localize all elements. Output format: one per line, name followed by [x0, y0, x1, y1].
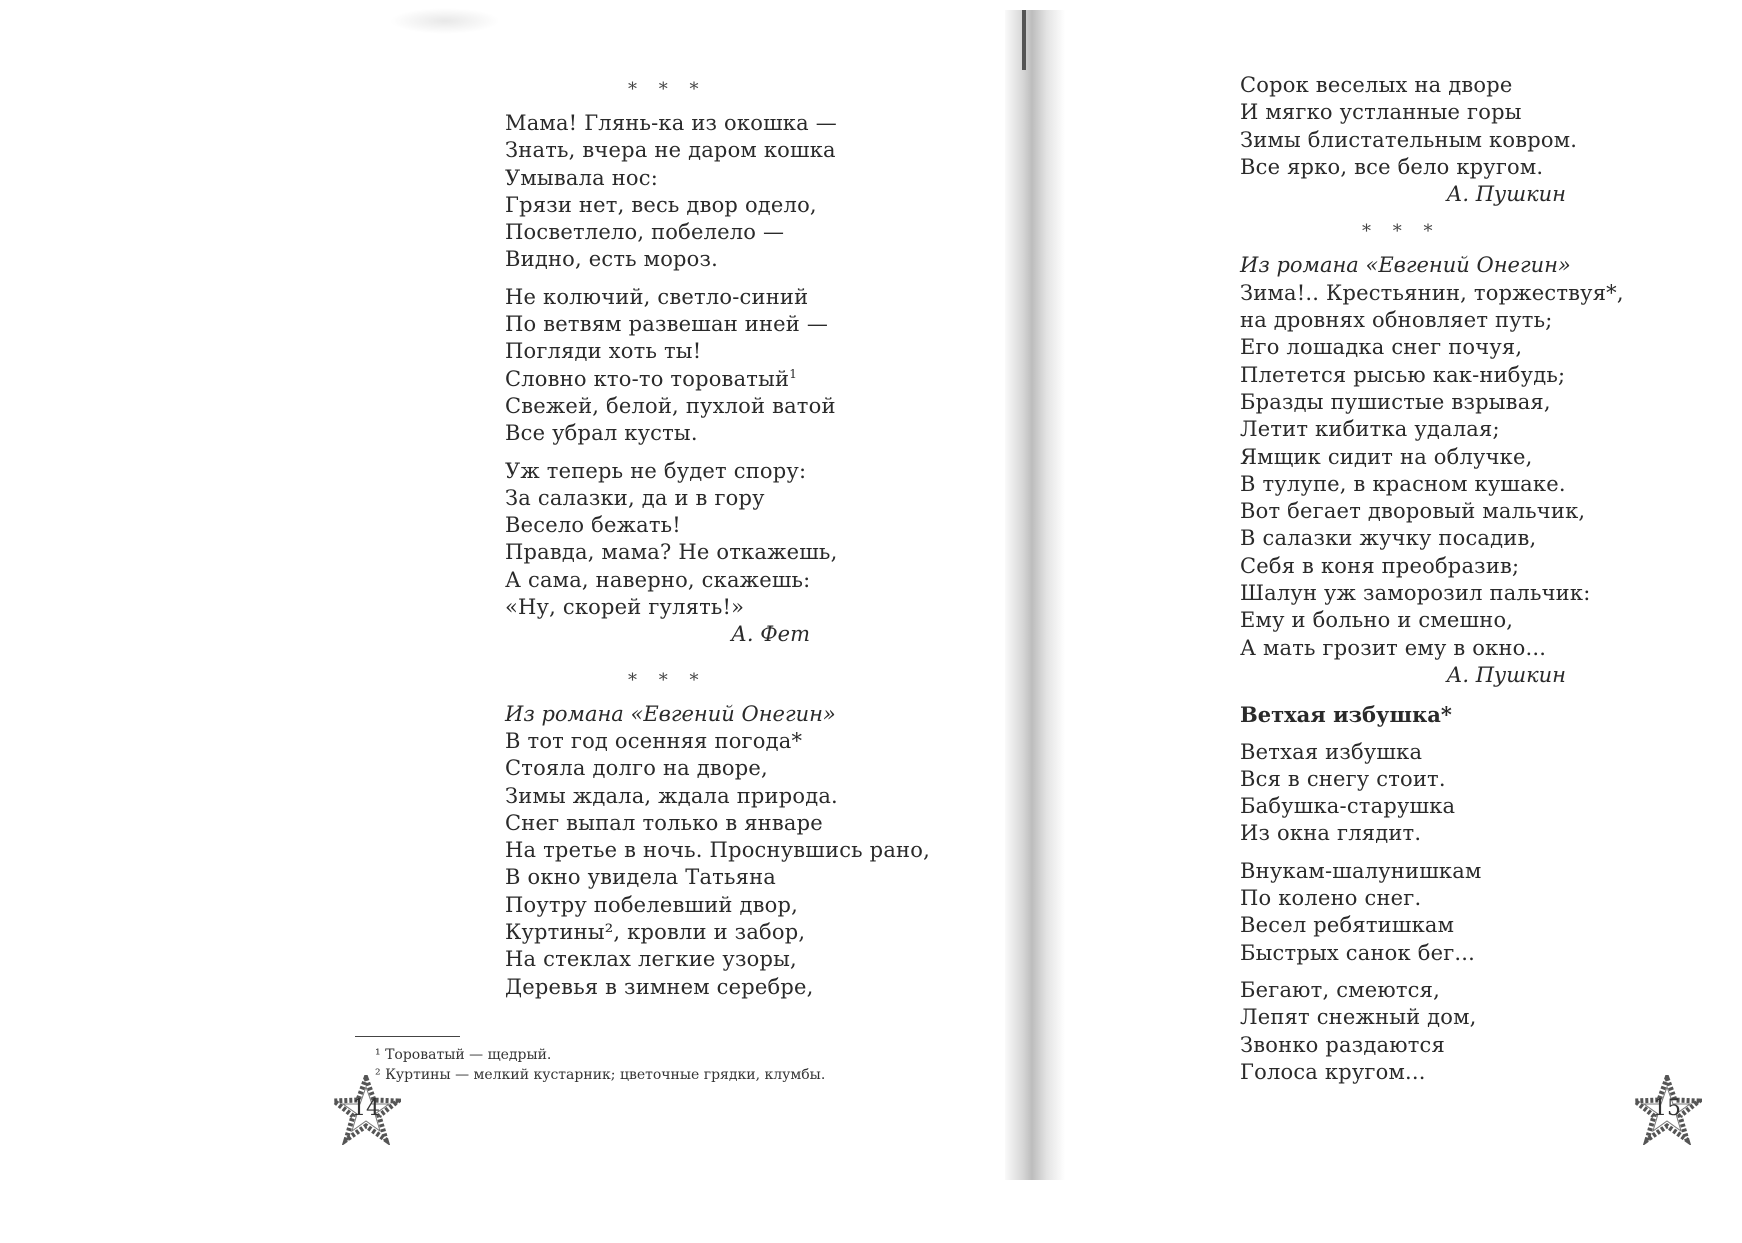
poem-stanza	[505, 284, 975, 448]
left-page	[505, 78, 975, 1001]
poem-line: Стояла долго на дворе,	[505, 756, 768, 781]
poem-line: Шалун уж заморозил пальчик:	[1240, 581, 1591, 606]
poem-line: Грязи нет, весь двор одело,	[505, 192, 817, 217]
page-number: 15	[1653, 1096, 1681, 1121]
poem-line: Внукам-шалунишкам	[1240, 858, 1482, 883]
poem-line: И мягко устланные горы	[1240, 100, 1522, 125]
poem-stanza	[505, 728, 975, 1001]
poem-line: Куртины², кровли и забор,	[505, 920, 806, 945]
poem-author: А. Фет	[730, 622, 810, 647]
poem-stanza	[505, 110, 975, 274]
footnote: ¹ Тороватый — щедрый.	[375, 1047, 552, 1063]
poem-line: Умывала нос:	[505, 165, 658, 190]
poem-line: Посветлело, побелело —	[505, 220, 785, 245]
poem-line: Зимы ждала, ждала природа.	[505, 783, 838, 808]
footnote-rule	[355, 1036, 460, 1037]
poem-author: А. Пушкин	[1446, 662, 1566, 687]
poem-line: Знать, вчера не даром кошка	[505, 138, 836, 163]
poem-line: Бегают, смеются,	[1240, 977, 1440, 1002]
poem-line: Летит кибитка удалая;	[1240, 417, 1500, 442]
scan-smudge	[390, 8, 500, 34]
poem-stanza	[1240, 739, 1640, 848]
poem-line: Ямщик сидит на облучке,	[1240, 444, 1533, 469]
poem-line: А сама, наверно, скажешь:	[505, 567, 811, 592]
poem-line: Не колючий, светло-синий	[505, 284, 809, 309]
poem-line: За салазки, да и в гору	[505, 485, 765, 510]
poem-stanza	[1240, 280, 1640, 662]
poem-line: Звонко раздаются	[1240, 1032, 1445, 1057]
poem-line: Лепят снежный дом,	[1240, 1005, 1477, 1030]
poem-line: Зимы блистательным ковром.	[1240, 127, 1578, 152]
poem-stanza	[1240, 977, 1640, 1086]
poem-line: В тулупе, в красном кушаке.	[1240, 471, 1566, 496]
poem-line: В салазки жучку посадив,	[1240, 526, 1537, 551]
poem-line: Ветхая избушка	[1240, 739, 1423, 764]
poem-line: Вот бегает дворовый мальчик,	[1240, 499, 1586, 524]
page-number-badge	[331, 1075, 401, 1145]
poem-stanza	[505, 458, 975, 622]
poem-line: В тот год осенняя погода*	[505, 728, 803, 753]
poem-line: Ему и больно и смешно,	[1240, 608, 1514, 633]
poem-line: Свежей, белой, пухлой ватой	[505, 393, 836, 418]
poem-author: А. Пушкин	[1446, 182, 1566, 207]
poem-stanza	[1240, 858, 1640, 967]
poem-line: Сорок веселых на дворе	[1240, 73, 1513, 97]
book-gutter	[1005, 10, 1065, 1180]
footnotes	[375, 1045, 825, 1085]
section-separator: * * *	[1362, 221, 1441, 243]
poem-line-with-footnote	[505, 366, 975, 393]
poem-line: Деревья в зимнем серебре,	[505, 974, 814, 999]
page-number-badge	[1632, 1075, 1702, 1145]
poem-line: Видно, есть мороз.	[505, 247, 719, 272]
section-separator: * * *	[628, 79, 707, 100]
right-page	[1240, 72, 1640, 1086]
poem-line: По колено снег.	[1240, 886, 1422, 911]
poem-line: Весело бежать!	[505, 513, 681, 538]
poem-line: Вся в снегу стоит.	[1240, 766, 1446, 791]
poem-line: Весел ребятишкам	[1240, 913, 1455, 938]
poem-line: Плетется рысью как-нибудь;	[1240, 362, 1566, 387]
footnote-marker: 1	[789, 366, 798, 381]
gutter-edge	[1022, 10, 1026, 70]
poem-line: Погляди хоть ты!	[505, 339, 702, 364]
poem-stanza	[1240, 72, 1640, 181]
poem-line: Его лошадка снег почуя,	[1240, 335, 1523, 360]
poem-line: Бразды пушистые взрывая,	[1240, 389, 1551, 414]
poem-line: Снег выпал только в январе	[505, 810, 823, 835]
poem-line: Быстрых санок бег...	[1240, 940, 1476, 965]
page-number: 14	[352, 1096, 380, 1121]
poem-line: Поутру побелевший двор,	[505, 892, 799, 917]
poem-line: Все ярко, все бело кругом.	[1240, 154, 1544, 179]
poem-line: Правда, мама? Не откажешь,	[505, 540, 838, 565]
poem-line: Все убрал кусты.	[505, 421, 698, 446]
poem-line: Голоса кругом...	[1240, 1059, 1426, 1084]
poem-line: А мать грозит ему в окно...	[1240, 635, 1547, 660]
poem-line: В окно увидела Татьяна	[505, 865, 777, 890]
poem-line: Из окна глядит.	[1240, 821, 1422, 846]
poem-line: «Ну, скорей гулять!»	[505, 595, 745, 620]
poem-line: По ветвям развешан иней —	[505, 312, 829, 337]
poem-line: На стеклах легкие узоры,	[505, 947, 797, 972]
poem-line: Мама! Глянь-ка из окошка —	[505, 111, 837, 135]
poem-line: Себя в коня преобразив;	[1240, 553, 1520, 578]
poem-title: Ветхая избушка*	[1240, 702, 1452, 728]
poem-subtitle: Из романа «Евгений Онегин»	[1240, 253, 1571, 278]
poem-line: Бабушка-старушка	[1240, 794, 1456, 819]
poem-line: Зима!.. Крестьянин, торжествуя*,	[1240, 280, 1624, 305]
poem-line: на дровнях обновляет путь;	[1240, 308, 1553, 333]
footnote: ² Куртины — мелкий кустарник; цветочные грядки, клумбы.	[375, 1067, 826, 1083]
poem-line: На третье в ночь. Проснувшись рано,	[505, 838, 930, 863]
poem-line: Уж теперь не будет спору:	[505, 458, 807, 483]
poem-line-text: Словно кто-то тороватый	[505, 366, 790, 391]
poem-subtitle: Из романа «Евгений Онегин»	[505, 701, 836, 726]
section-separator: * * *	[628, 669, 707, 691]
